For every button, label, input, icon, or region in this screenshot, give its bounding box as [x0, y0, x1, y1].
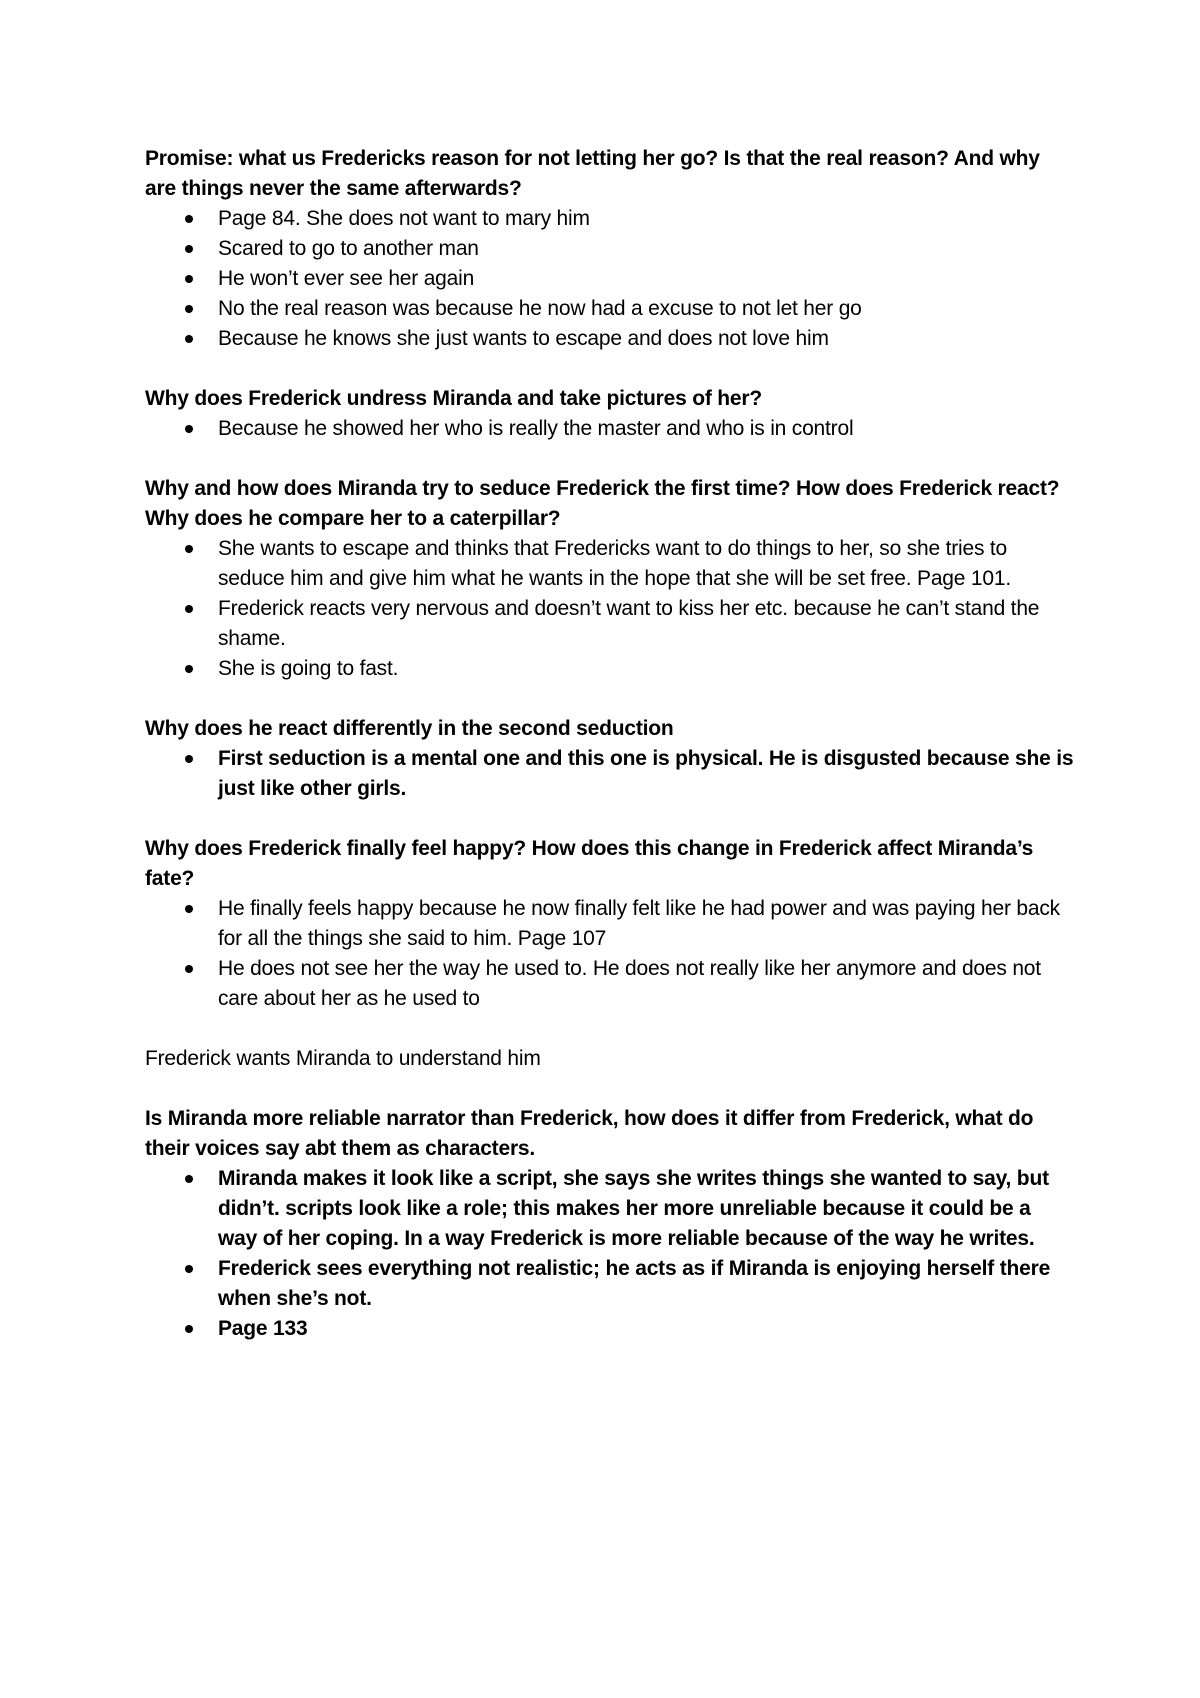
bullet-icon — [185, 335, 193, 343]
list-item: No the real reason was because he now had a excuse to not let her go — [145, 294, 1075, 324]
list-item: Because he knows she just wants to escape and does not love him — [145, 324, 1075, 354]
list-item: Frederick reacts very nervous and doesn’t want to kiss her etc. because he can’t stand the shame. — [145, 594, 1075, 654]
list-item: Because he showed her who is really the master and who is in control — [145, 414, 1075, 444]
bullet-icon — [185, 905, 193, 913]
bullet-icon — [185, 665, 193, 673]
list-item: She wants to escape and thinks that Fredericks want to do things to her, so she tries to seduce him and give him what he wants in the hope that she will be set free. Page 101. — [145, 534, 1075, 594]
list-item: She is going to fast. — [145, 654, 1075, 684]
bullet-icon — [185, 425, 193, 433]
bullet-icon — [185, 605, 193, 613]
answer-list — [145, 894, 1075, 1014]
question-heading: Why and how does Miranda try to seduce Frederick the first time? How does Frederick react? Why does he compare her to a caterpillar? — [145, 477, 1060, 530]
question-heading: Why does Frederick undress Miranda and take pictures of her? — [145, 387, 762, 410]
list-item: First seduction is a mental one and this one is physical. He is disgusted because she is just like other girls. — [145, 744, 1075, 804]
bullet-icon — [185, 545, 193, 553]
answer-list — [145, 534, 1075, 684]
answer-list — [145, 744, 1075, 804]
document-page — [145, 144, 1075, 1374]
section-undress — [145, 384, 1075, 444]
section-promise — [145, 144, 1075, 354]
bullet-icon — [185, 755, 193, 763]
note-line: Frederick wants Miranda to understand him — [145, 1047, 541, 1070]
question-heading: Is Miranda more reliable narrator than Frederick, how does it differ from Frederick, what do their voices say abt them as characters. — [145, 1107, 1034, 1160]
section-narrator — [145, 1104, 1075, 1344]
bullet-icon — [185, 1325, 193, 1333]
question-heading: Promise: what us Fredericks reason for not letting her go? Is that the real reason? And why are things never the same afterwards? — [145, 147, 1040, 200]
question-heading: Why does he react differently in the second seduction — [145, 717, 674, 740]
bullet-icon — [185, 965, 193, 973]
list-item: He won’t ever see her again — [145, 264, 1075, 294]
list-item: He does not see her the way he used to. He does not really like her anymore and does not care about her as he used to — [145, 954, 1075, 1014]
list-item: Miranda makes it look like a script, she says she writes things she wanted to say, but didn’t. scripts look like a role; this makes her more unreliable because it could be a way of her coping. In a way Frederick is more reliable because of the way he writes. — [145, 1164, 1075, 1254]
bullet-icon — [185, 1175, 193, 1183]
bullet-icon — [185, 1265, 193, 1273]
section-happy — [145, 834, 1075, 1014]
section-first-seduction — [145, 474, 1075, 684]
answer-list — [145, 204, 1075, 354]
list-item: Scared to go to another man — [145, 234, 1075, 264]
list-item: He finally feels happy because he now finally felt like he had power and was paying her back for all the things she said to him. Page 107 — [145, 894, 1075, 954]
list-item: Frederick sees everything not realistic; he acts as if Miranda is enjoying herself there when she’s not. — [145, 1254, 1075, 1314]
list-item: Page 84. She does not want to mary him — [145, 204, 1075, 234]
question-heading: Why does Frederick finally feel happy? How does this change in Frederick affect Miranda’s fate? — [145, 837, 1034, 890]
section-understand — [145, 1044, 1075, 1074]
section-second-seduction — [145, 714, 1075, 804]
list-item: Page 133 — [145, 1314, 1075, 1344]
bullet-icon — [185, 215, 193, 223]
bullet-icon — [185, 305, 193, 313]
answer-list — [145, 1164, 1075, 1344]
bullet-icon — [185, 245, 193, 253]
answer-list — [145, 414, 1075, 444]
bullet-icon — [185, 275, 193, 283]
